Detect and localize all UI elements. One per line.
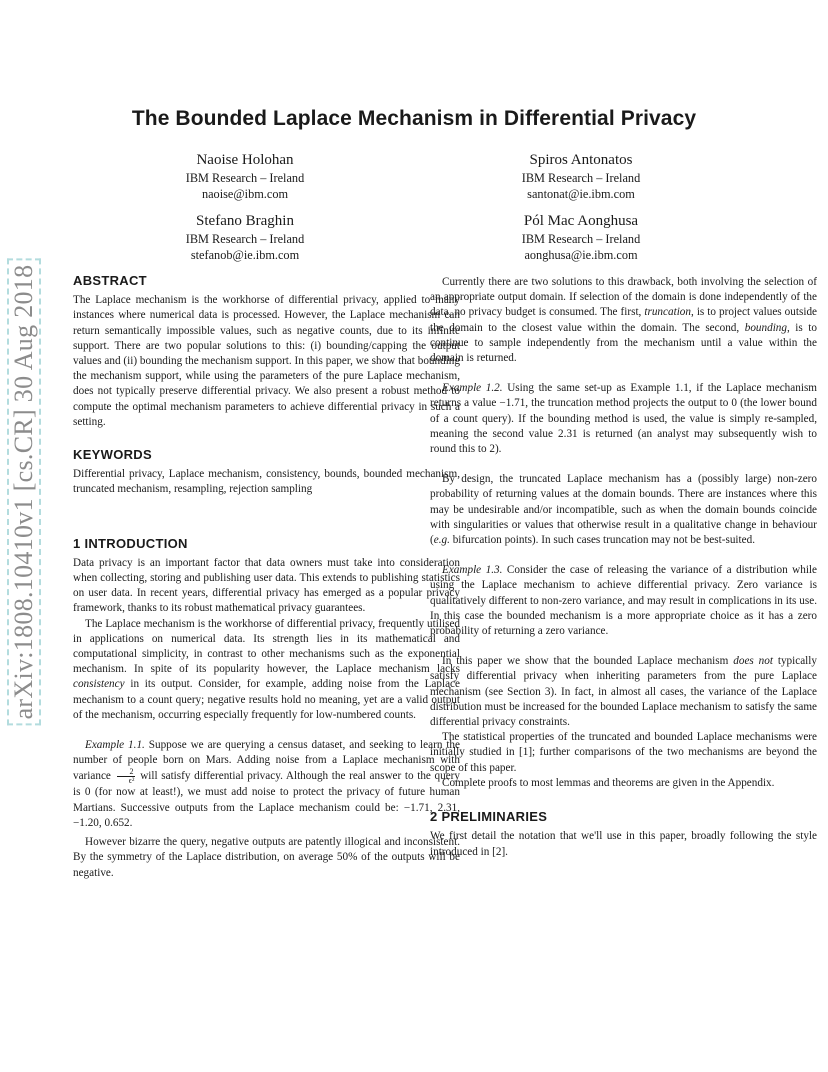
text-span: , is to project values outside the domain to the closest value within the domain. The second, bbox=[430, 306, 817, 334]
fraction-numerator: 2 bbox=[117, 768, 135, 777]
example-1-2 bbox=[430, 381, 817, 457]
intro-paragraph bbox=[73, 617, 460, 723]
intro-paragraph bbox=[430, 275, 817, 366]
text-span: The Laplace mechanism is the workhorse of differential privacy, frequently utilised in applications on numerical data. Its strength lies in its mathematical and computational simplicity, in contrast to other mechanisms such as the exponential mechanism. In spite of its popularity however, the Laplace mechanism lacks bbox=[73, 617, 460, 676]
intro-paragraph bbox=[430, 472, 817, 548]
preliminaries-heading: 2 PRELIMINARIES bbox=[430, 809, 548, 825]
intro-paragraph: The statistical properties of the truncated and bounded Laplace mechanisms were initially studied in [1]; further comparisons of the two mechanisms are beyond the scope of this paper. bbox=[430, 731, 817, 774]
variance-fraction bbox=[117, 768, 135, 785]
text-span: bifurcation points). In such cases truncation may not be best-suited. bbox=[449, 534, 755, 547]
author-name: Pól Mac Aonghusa bbox=[523, 213, 639, 229]
text-span: In this paper we show that the bounded Laplace mechanism bbox=[442, 655, 734, 668]
author-email[interactable]: naoise@ibm.com bbox=[201, 187, 289, 201]
emphasis: e.g. bbox=[433, 534, 450, 547]
emphasis: does not bbox=[733, 655, 773, 668]
text-span: Using the same set-up as Example 1.1, if the Laplace mechanism returns a value −1.71, the truncation method projects the output to 0 (the lower bound of a count query). If the bounding method is used, the value is simply re-sampled, meaning the second value 2.31 is returned (an analyst may subsequently wish to round this to 2). bbox=[430, 382, 818, 456]
author-name: Spiros Antonatos bbox=[529, 152, 633, 168]
emphasis: bounding bbox=[744, 321, 787, 334]
author-block bbox=[451, 211, 711, 263]
author-affiliation: IBM Research – Ireland bbox=[185, 232, 305, 246]
fraction-denominator: ϵ² bbox=[128, 776, 135, 786]
author-email[interactable]: santonat@ie.ibm.com bbox=[527, 187, 635, 201]
author-email[interactable]: stefanob@ie.ibm.com bbox=[190, 248, 300, 262]
author-block bbox=[115, 211, 375, 263]
preliminaries-paragraph: We first detail the notation that we'll use in this paper, broadly following the style introduced in [2]. bbox=[430, 830, 817, 858]
keywords-heading: KEYWORDS bbox=[73, 447, 152, 463]
text-span: will satisfy differential privacy. Although the real answer to the query is 0 (for now at least!), we must add noise to protect the privacy of future human Martians. Successive outputs from the Laplace mechanism could be: −1.71, 2.31, −1.20, 0.652. bbox=[73, 770, 461, 829]
left-column bbox=[73, 273, 460, 881]
text-span: Currently there are two solutions to this drawback, both involving the selection of an appropriate output domain. If selection of the domain is done independently of the data, no privacy budget is consumed. The first, bbox=[430, 276, 817, 319]
arxiv-identifier: arXiv:1808.10410v1 [cs.CR] 30 Aug 2018 bbox=[7, 259, 41, 726]
author-affiliation: IBM Research – Ireland bbox=[521, 232, 641, 246]
example-label: Example 1.2. bbox=[442, 382, 503, 395]
text-span: Consider the case of releasing the variance of a distribution while using the Laplace mechanism to achieve differential privacy. Zero variance is qualitatively different to non-zero variance, and may result in complications in its use. In this case the bounded mechanism is a more appropriate choice as it has a zero probability of returning a zero variance. bbox=[430, 564, 817, 638]
intro-paragraph: Data privacy is an important factor that data owners must take into consideration when collecting, storing and publishing user data. This extends to publishing statistics on user data. In recent years, differential privacy has emerged as a popular privacy framework, thanks to its robust mathematical privacy guarantees. bbox=[73, 556, 460, 615]
example-label: Example 1.1. bbox=[85, 739, 145, 752]
text-span: typically satisfy differential privacy when inheriting parameters from the pure Laplace mechanism (see Section 3). In fact, in almost all cases, the variance of the Laplace distribution must be increased for the bounded Laplace mechanism to satisfy the same differential privacy constraints. bbox=[430, 655, 817, 729]
abstract-heading: ABSTRACT bbox=[73, 273, 147, 288]
author-affiliation: IBM Research – Ireland bbox=[185, 171, 305, 185]
author-email[interactable]: aonghusa@ie.ibm.com bbox=[524, 248, 638, 262]
text-span: Suppose we are querying a census dataset, and seeking to learn the number of people born on Mars. Adding noise from a Laplace mechanism with variance bbox=[73, 739, 460, 783]
keywords-text: Differential privacy, Laplace mechanism, consistency, bounds, bounded mechanism, truncated mechanism, resampling, rejection sampling bbox=[73, 468, 460, 496]
example-label: Example 1.3. bbox=[442, 564, 503, 577]
arxiv-watermark bbox=[8, 246, 40, 738]
text-span: in its output. Consider, for example, adding noise from the Laplace mechanism to a count query; negative results hold no meaning, yet are a valid output of the mechanism, occurring especially frequently for low-numbered counts. bbox=[73, 678, 460, 721]
intro-paragraph: However bizarre the query, negative outputs are patently illogical and inconsistent. By the symmetry of the Laplace distribution, on average 50% of the outputs will be negative. bbox=[73, 836, 460, 879]
example-1-1 bbox=[73, 738, 460, 831]
author-block bbox=[115, 150, 375, 202]
intro-paragraph bbox=[430, 654, 817, 730]
text-span: , is to continue to sample independently from the mechanism until a value within the domain is returned. bbox=[430, 321, 817, 365]
author-block bbox=[451, 150, 711, 202]
right-column bbox=[430, 275, 817, 860]
paper-title: The Bounded Laplace Mechanism in Differential Privacy bbox=[131, 107, 697, 130]
emphasis: truncation bbox=[644, 306, 691, 319]
introduction-heading: 1 INTRODUCTION bbox=[73, 535, 188, 551]
author-name: Stefano Braghin bbox=[196, 213, 294, 229]
example-1-3 bbox=[430, 563, 817, 639]
text-span: By design, the truncated Laplace mechanism has a (possibly large) non-zero probability of returning values at the domain bounds. There are instances where this may be undesirable and/or incompatible, such as when the domain bounds coincide with singularities or values that otherwise result in a qualitative change in behaviour ( bbox=[430, 473, 817, 547]
author-affiliation: IBM Research – Ireland bbox=[521, 171, 641, 185]
author-name: Naoise Holohan bbox=[196, 152, 294, 168]
abstract-text: The Laplace mechanism is the workhorse of differential privacy, applied to many instances where numerical data is processed. However, the Laplace mechanism can return semantically impossible values, such as negative counts, due to its infinite support. There are two popular solutions to this: (i) bounding/capping the output values and (ii) bounding the mechanism support. In this paper, we show that bounding the mechanism support, while using the parameters of the pure Laplace mechanism, does not typically preserve differential privacy. We also present a robust method to compute the optimal mechanism parameters to achieve differential privacy in such a setting. bbox=[73, 294, 460, 428]
intro-paragraph: Complete proofs to most lemmas and theorems are given in the Appendix. bbox=[442, 776, 775, 789]
emphasis: consistency bbox=[73, 678, 125, 691]
